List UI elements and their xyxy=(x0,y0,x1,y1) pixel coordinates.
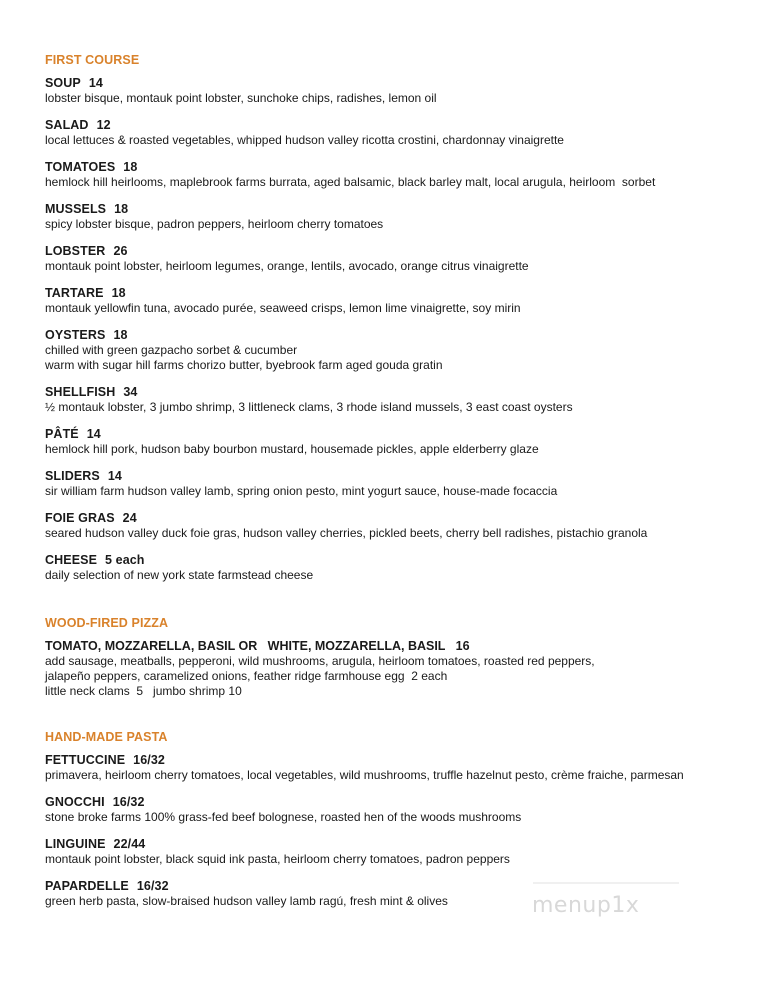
menu-item-name: SHELLFISH xyxy=(45,385,116,399)
menu-item-price: 22/44 xyxy=(113,837,146,851)
menu-item-price: 18 xyxy=(123,160,138,174)
pizza-addon-line: jalapeño peppers, caramelized onions, feather ridge farmhouse egg 2 each xyxy=(45,669,448,683)
menu-item-price: 34 xyxy=(123,385,138,399)
menu-item xyxy=(45,468,745,499)
watermark-divider xyxy=(533,882,679,884)
first-course-items xyxy=(45,75,745,583)
menu-item-description: spicy lobster bisque, padron peppers, heirloom cherry tomatoes xyxy=(45,217,384,231)
first-course-section xyxy=(45,52,745,583)
menu-item xyxy=(45,201,745,232)
menu-item-header xyxy=(45,327,745,343)
menu-item xyxy=(45,159,745,190)
menu-item-description: daily selection of new york state farmstead cheese xyxy=(45,568,314,582)
pizza-section xyxy=(45,615,745,699)
menu-item-header xyxy=(45,201,745,217)
menu-item-description: montauk yellowfin tuna, avocado purée, seaweed crisps, lemon lime vinaigrette, soy mirin xyxy=(45,301,521,315)
menu-item-price: 16/32 xyxy=(112,795,145,809)
menu-item-description: ½ montauk lobster, 3 jumbo shrimp, 3 littleneck clams, 3 rhode island mussels, 3 east coast oysters xyxy=(45,400,573,414)
menu-item-name: PÂTÉ xyxy=(45,427,79,441)
menu-item-price: 26 xyxy=(113,244,128,258)
menu-item xyxy=(45,426,745,457)
menu-item-name: OYSTERS xyxy=(45,328,106,342)
menu-item xyxy=(45,75,745,106)
menu-item-price: 12 xyxy=(96,118,111,132)
menu-item-header xyxy=(45,243,745,259)
menu-item-name: SOUP xyxy=(45,76,81,90)
pasta-items xyxy=(45,752,745,909)
menu-item xyxy=(45,384,745,415)
menu-item-header xyxy=(45,75,745,91)
menu-item-description: warm with sugar hill farms chorizo butter, byebrook farm aged gouda gratin xyxy=(45,358,443,372)
menu-item-price: 14 xyxy=(88,76,103,90)
menu-item-description: montauk point lobster, black squid ink pasta, heirloom cherry tomatoes, padron peppers xyxy=(45,852,510,866)
menu-item xyxy=(45,752,745,783)
menu-item-price: 14 xyxy=(86,427,101,441)
menu-item-name: MUSSELS xyxy=(45,202,107,216)
menu-item xyxy=(45,836,745,867)
menu-item-price: 18 xyxy=(114,202,129,216)
pizza-addon-line: little neck clams 5 jumbo shrimp 10 xyxy=(45,684,242,698)
menu-item-name: SALAD xyxy=(45,118,89,132)
pizza-base-options: TOMATO, MOZZARELLA, BASIL OR WHITE, MOZZARELLA, BASIL 16 xyxy=(45,639,470,653)
menu-item xyxy=(45,117,745,148)
menu-item-description: lobster bisque, montauk point lobster, sunchoke chips, radishes, lemon oil xyxy=(45,91,437,105)
menu-item-price: 16/32 xyxy=(136,879,169,893)
menu-item xyxy=(45,327,745,373)
menu-item-description: hemlock hill pork, hudson baby bourbon mustard, housemade pickles, apple elderberry glaze xyxy=(45,442,539,456)
menu-item-name: GNOCCHI xyxy=(45,795,105,809)
menu-item xyxy=(45,510,745,541)
menu-item-description: hemlock hill heirlooms, maplebrook farms burrata, aged balsamic, black barley malt, local arugula, heirloom sorbet xyxy=(45,175,656,189)
menu-item-header xyxy=(45,878,745,894)
menu-item-name: PAPARDELLE xyxy=(45,879,129,893)
menu-item-price: 5 each xyxy=(105,553,145,567)
menu-item-price: 18 xyxy=(113,328,128,342)
menu-item-description: montauk point lobster, heirloom legumes, orange, lentils, avocado, orange citrus vinaigrette xyxy=(45,259,529,273)
watermark-logo: menup1x xyxy=(532,893,640,918)
menu-item xyxy=(45,794,745,825)
menu-item-description: seared hudson valley duck foie gras, hudson valley cherries, pickled beets, cherry bell radishes, pistachio granola xyxy=(45,526,648,540)
menu-item-name: TOMATOES xyxy=(45,160,116,174)
menu-item-description: chilled with green gazpacho sorbet & cucumber xyxy=(45,343,298,357)
menu-item-description: stone broke farms 100% grass-fed beef bolognese, roasted hen of the woods mushrooms xyxy=(45,810,522,824)
menu-item-header xyxy=(45,794,745,810)
menu-item-header xyxy=(45,510,745,526)
menu-item-description: green herb pasta, slow-braised hudson valley lamb ragú, fresh mint & olives xyxy=(45,894,448,908)
menu-item-description: sir william farm hudson valley lamb, spring onion pesto, mint yogurt sauce, house-made focaccia xyxy=(45,484,558,498)
menu-page xyxy=(45,52,745,941)
menu-item-header xyxy=(45,426,745,442)
menu-item-header xyxy=(45,285,745,301)
menu-item-header xyxy=(45,117,745,133)
menu-item-name: FOIE GRAS xyxy=(45,511,115,525)
menu-item-name: LOBSTER xyxy=(45,244,106,258)
menu-item-price: 18 xyxy=(111,286,126,300)
menu-item-header xyxy=(45,552,745,568)
menu-item-description: local lettuces & roasted vegetables, whipped hudson valley ricotta crostini, chardonnay vinaigrette xyxy=(45,133,564,147)
menu-item xyxy=(45,285,745,316)
section-title: HAND-MADE PASTA xyxy=(45,730,168,744)
pizza-addon-line: add sausage, meatballs, pepperoni, wild mushrooms, arugula, heirloom tomatoes, roasted red peppers, xyxy=(45,654,595,668)
section-title: WOOD-FIRED PIZZA xyxy=(45,616,169,630)
menu-item xyxy=(45,243,745,274)
menu-item-header xyxy=(45,836,745,852)
menu-item-name: SLIDERS xyxy=(45,469,100,483)
menu-item-header xyxy=(45,384,745,400)
menu-item-name: LINGUINE xyxy=(45,837,106,851)
menu-item-name: TARTARE xyxy=(45,286,104,300)
menu-item-name: FETTUCCINE xyxy=(45,753,126,767)
menu-item-name: CHEESE xyxy=(45,553,98,567)
menu-item-price: 24 xyxy=(122,511,137,525)
menu-item-price: 16/32 xyxy=(133,753,165,767)
menu-item-header xyxy=(45,468,745,484)
menu-item xyxy=(45,552,745,583)
section-title: FIRST COURSE xyxy=(45,53,140,67)
menu-item-header xyxy=(45,752,745,768)
menu-item-description: primavera, heirloom cherry tomatoes, local vegetables, wild mushrooms, truffle hazelnut pesto, crème fraiche, parmesan xyxy=(45,768,684,782)
menu-item-price: 14 xyxy=(107,469,122,483)
menu-item-header xyxy=(45,159,745,175)
